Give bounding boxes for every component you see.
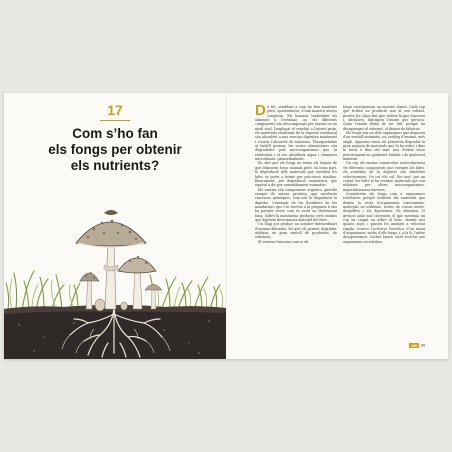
page-number: 65 [421,343,425,348]
book-spread [4,93,448,359]
paragraph: Els enzims són components orgànics, gairebé sempre de natura proteica, que acceleren reaccions químiques, com són la degradació la digestió. L’exemple de les floridures de les mandarines que s’hi tracten a la pregunta 6 ens ha permès veure com es sosté un determinat fong. Sobre la mandarina produeix certs enzims que digereix determinats material del fruit. [255,187,337,222]
chapter-title-line: Com s’ho fan [72,126,158,141]
paragraph: Un fong pot produir un nombre extraordinari d’enzims diferents, fet que els permet degradar, utilitzar, un gran ventall de productes, de substrats. [255,222,337,240]
folio-mark: 100 [411,343,417,348]
mushroom-illustration [4,185,226,359]
text-column-right [343,105,425,244]
drop-cap: D [255,102,266,119]
paragraph-text: e fet, semblant a com ho fem nosaltres però, aparentment, d’una manera menys complexa. Els humans tradueixen els aliments a l’estómac, on els diferents components són descomposats per enzims en un medi àcid. Desplaçat el resultat a l’intestí prim, els materials resultants de la digestió estomacal són absorbits a una mucosa digestiva mantenint i s’inicia l’absorció de nutrients. Transportades al budell gruixut, les restes alimentàries són degradades pels microorganismes que hi resideixen i el seu absorbeix aigua i vitamines microbianes, primordialment. [255,105,337,162]
left-page [4,93,226,359]
paragraph: Els fongs són un dels organismes que disposen d’un ventall enzimàtic, un catàleg d’enzims, més ampli. Aquestes eines els permeten degradar la gran majoria de materials que hi ha sobre i dins la terra o dins del mar. Ara, Podem viure pràcticament en qualsevol hàbitat i de qualsevol material. [343,131,425,162]
page-folio [409,343,425,348]
paragraph [255,102,337,162]
chapter-number: 17 [107,102,123,118]
paragraph: Considerem els fongs com a organismes reciclaires perquè utilitzen els materials que deixen la resta d’organismes (excrements, materials no utilitzats, restes de cossos morts, despulles) i els digereixen, els eliminen. Si gresoss amb una claveuera el que mereixia un cop ha cuigut un arbre al bosc, durant uns quants anys, i passen les imatges a velocitat ràpida, veureu l’activitat frenètica d’un munt d’organismes, molts d’ells fongs, i, a la fi, l’arbre desapareixerà. L’arbre haurà estat reciclat per organismes recicladors. [343,191,425,244]
text-column-left [255,102,337,244]
chapter-title-line: els fongs per obtenir [48,142,182,157]
chapter-rule [100,120,130,121]
paragraph: fongs carreguessin un enorme clauer. Cada cop que troben un producte nou al seu voltant, proven les claus fins que troben la que funciona i, aleshores, fabriquen l’enzim que pertoca. Quan l’enzim deixa de ser útil, perquè ha desaparegut el substrat, el deixen de fabricar. [343,105,425,131]
paragraph: El sistema funciona com si els [258,239,309,244]
small-mushroom-right [145,285,162,310]
chapter-title-line: els nutrients? [70,158,160,173]
paragraph: És obvi que els fongs no tenen els òrgans de què disposem força animals però, en bona part, la degradació dels materials que envolten les hifes es porta a terme per processos similars. Bàsicament, per degradació enzimàtica, que equival a dir per enzimàtiament enzimàtic. [255,161,337,188]
right-page [226,93,448,359]
chapter-title [4,126,226,174]
paragraph: Un cop els enzims comnicolen molecularment els diferents components que voregen les hifes, els resultats de la digestió són absorbits selectivament. No tot s’hi val. Per tant, per un costat, les hifes hi ha residus, materials que són utilitzats per altres microorganismes, majoritàriament bacteris. [343,161,425,192]
right-mushroom [118,256,156,309]
